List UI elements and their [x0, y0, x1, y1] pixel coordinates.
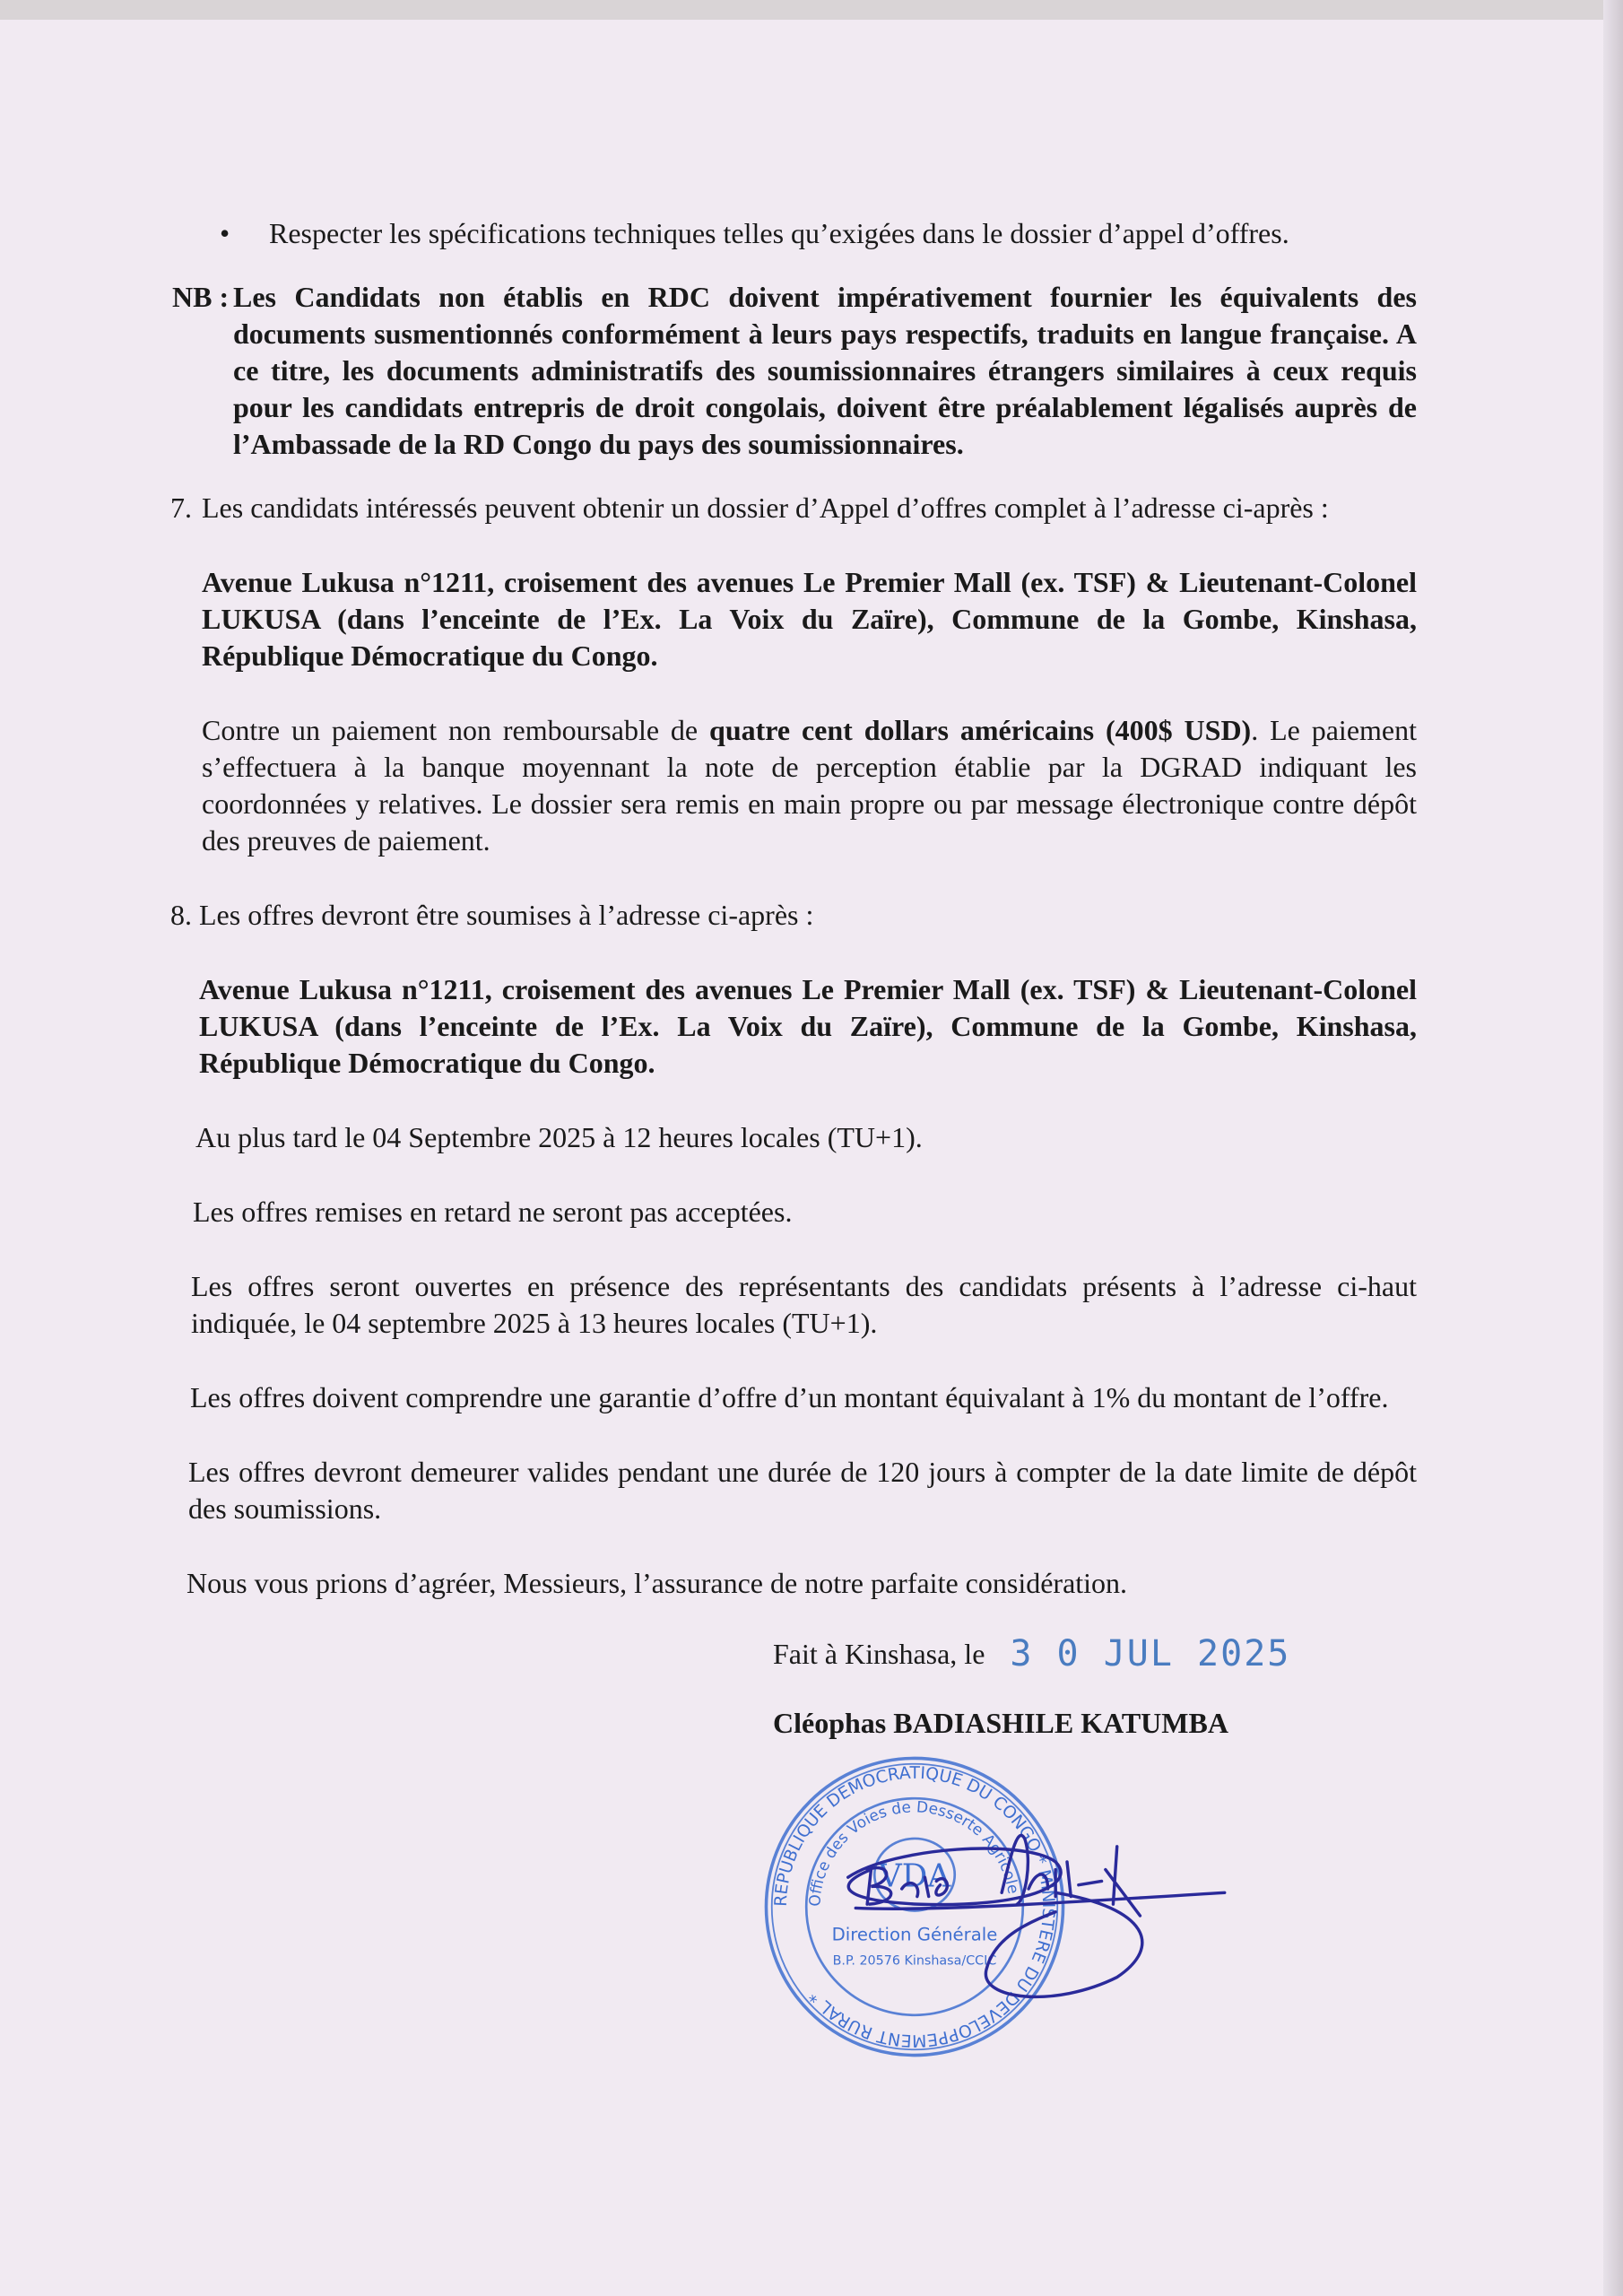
letter-body	[170, 215, 1417, 2059]
place-date-label: Fait à Kinshasa, le	[773, 1638, 985, 1670]
stamp-outer-text: REPUBLIQUE DEMOCRATIQUE DU CONGO * MINISTERE DU DEVELOPPEMENT RURAL *	[771, 1763, 1058, 2050]
payment-prefix: Contre un paiement non remboursable de	[202, 714, 710, 746]
item7-number: 7.	[170, 491, 192, 524]
opening-paragraph: Les offres seront ouvertes en présence des représentants des candidats présents à l’adresse ci-haut indiquée, le 04 septembre 2025 à 13 heures locales (TU+1).	[191, 1270, 1417, 1339]
item8-intro: Les offres devront être soumises à l’adresse ci-après :	[199, 899, 814, 931]
nb-label: NB :	[172, 281, 230, 313]
late-offers-paragraph: Les offres remises en retard ne seront pas acceptées.	[193, 1196, 793, 1228]
stamp-signature-area	[762, 1754, 1264, 2059]
stamp-inner-text: Office des Voies de Desserte Agricole	[806, 1798, 1022, 1908]
stamp-line-1: Direction Générale	[831, 1924, 998, 1945]
date-stamp: 3 0 JUL 2025	[1010, 1633, 1291, 1674]
item7-payment	[202, 712, 1417, 859]
stamp-line-2: B.P. 20576 Kinshasa/CCIC	[832, 1953, 997, 1969]
item7-intro: Les candidats intéressés peuvent obtenir un dossier d’Appel d’offres complet à l’adresse ci-après :	[202, 491, 1329, 524]
payment-amount: quatre cent dollars américains (400$ USD)	[709, 714, 1252, 746]
closing-formula: Nous vous prions d’agréer, Messieurs, l’assurance de notre parfaite considération.	[187, 1567, 1128, 1599]
item8-row	[170, 897, 1417, 934]
place-date-row	[773, 1633, 1417, 1674]
scan-right-edge	[1603, 0, 1623, 2296]
payment-rest: . Le paiement s’effectuera à la banque moyennant la note de perception établie par la DGRAD indiquant les coordonnées y relatives. Le dossier sera remis en main propre ou par message électronique contre dépôt des preuves de paiement.	[202, 714, 1418, 857]
validity-paragraph: Les offres devront demeurer valides pendant une durée de 120 jours à compter de la date limite de dépôt des soumissions.	[188, 1456, 1417, 1525]
bullet-row	[220, 215, 1417, 252]
item8-address: Avenue Lukusa n°1211, croisement des avenues Le Premier Mall (ex. TSF) & Lieutenant-Colonel LUKUSA (dans l’enceinte de l’Ex. La Voix du Zaïre), Commune de la Gombe, Kinshasa, République Démocratique du Congo.	[199, 973, 1417, 1079]
scan-top-edge	[0, 0, 1623, 20]
nb-text: Les Candidats non établis en RDC doivent impérativement fournier les équivalents des documents susmentionnés conformément à leurs pays respectifs, traduits en langue française. A ce titre, les documents administratifs des soumissionnaires étrangers similaires à ceux requis pour les candidats entrepris de droit congolais, doivent être préalablement légalisés auprès de l’Ambassade de la RD Congo du pays des soumissionnaires.	[233, 281, 1417, 460]
bullet-marker: •	[220, 217, 230, 249]
signatory-name: Cléophas BADIASHILE KATUMBA	[773, 1707, 1228, 1739]
item7-address: Avenue Lukusa n°1211, croisement des avenues Le Premier Mall (ex. TSF) & Lieutenant-Colonel LUKUSA (dans l’enceinte de l’Ex. La Voix du Zaïre), Commune de la Gombe, Kinshasa, République Démocratique du Congo.	[202, 566, 1417, 672]
nb-row	[172, 279, 1417, 463]
bullet-item: Respecter les spécifications techniques telles qu’exigées dans le dossier d’appel d’offres.	[269, 217, 1289, 249]
guarantee-paragraph: Les offres doivent comprendre une garantie d’offre d’un montant équivalant à 1% du montant de l’offre.	[190, 1381, 1389, 1413]
item7-row	[170, 490, 1417, 526]
handwritten-signature	[825, 1808, 1255, 2023]
item8-number: 8.	[170, 899, 192, 931]
stamp-center: VDA	[878, 1857, 951, 1895]
deadline-paragraph: Au plus tard le 04 Septembre 2025 à 12 heures locales (TU+1).	[195, 1121, 923, 1153]
